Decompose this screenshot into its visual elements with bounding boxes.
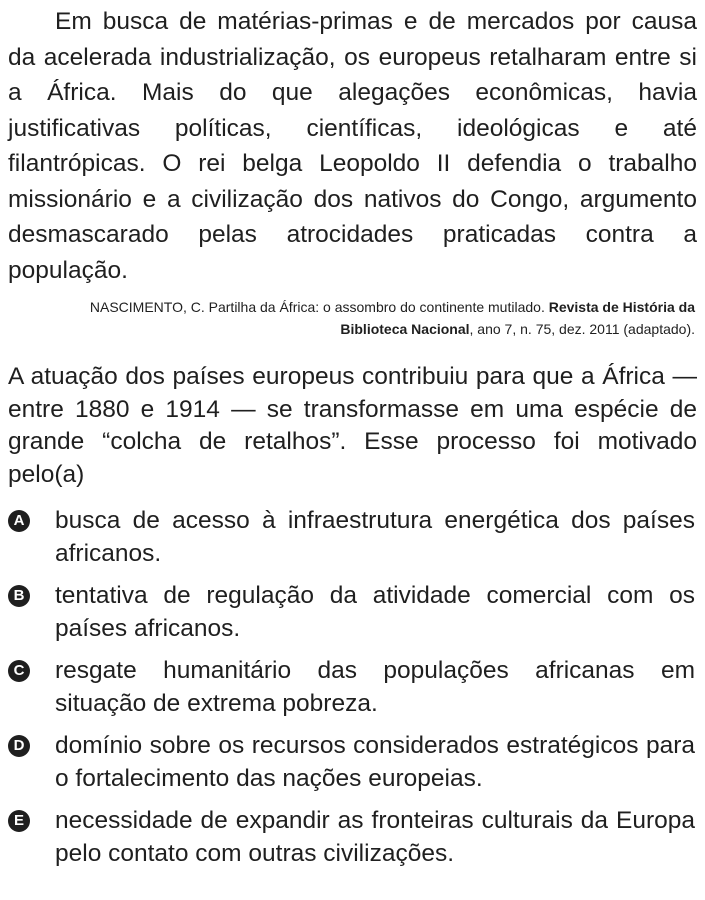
option-letter-a-badge: A [8, 510, 30, 532]
option-letter-d-badge: D [8, 735, 30, 757]
option-a[interactable] [8, 505, 697, 570]
option-b-text: tentativa de regulação da atividade comercial com os países africanos. [55, 582, 695, 642]
citation-prefix: NASCIMENTO, C. Partilha da África: o assombro do continente mutilado. [89, 299, 549, 315]
option-d[interactable] [8, 730, 697, 795]
option-letter-b-badge: B [8, 585, 30, 607]
option-c[interactable] [8, 655, 697, 720]
option-e[interactable] [8, 805, 697, 870]
option-e-text: necessidade de expandir as fronteiras culturais da Europa pelo contato com outras civilizações. [55, 807, 695, 867]
option-d-text: domínio sobre os recursos considerados estratégicos para o fortalecimento das nações europeias. [55, 732, 695, 792]
citation-journal: Revista de História da Biblioteca Nacional [340, 299, 695, 337]
option-letter-c-badge: C [8, 660, 30, 682]
option-c-text: resgate humanitário das populações africanas em situação de extrema pobreza. [55, 657, 695, 717]
option-a-text: busca de acesso à infraestrutura energética dos países africanos. [55, 507, 695, 567]
source-citation [48, 296, 695, 340]
passage-text: Em busca de matérias-primas e de mercados por causa da acelerada industrialização, os europeus retalharam entre si a África. Mais do que alegações econômicas, havia justificativas políticas, científicas, ideológicas e até filantrópicas. O rei belga Leopoldo II defendia o trabalho missionário e a civilização dos nativos do Congo, argumento desmascarado pelas atrocidades praticadas contra a população. [8, 8, 697, 284]
answer-options [8, 505, 697, 870]
citation-suffix: , ano 7, n. 75, dez. 2011 (adaptado). [469, 321, 695, 337]
question-stem: A atuação dos países europeus contribuiu para que a África — entre 1880 e 1914 — se transformasse em uma espécie de grande “colcha de retalhos”. Esse processo foi motivado pelo(a) [8, 363, 697, 488]
option-letter-e-badge: E [8, 810, 30, 832]
option-b[interactable] [8, 580, 697, 645]
